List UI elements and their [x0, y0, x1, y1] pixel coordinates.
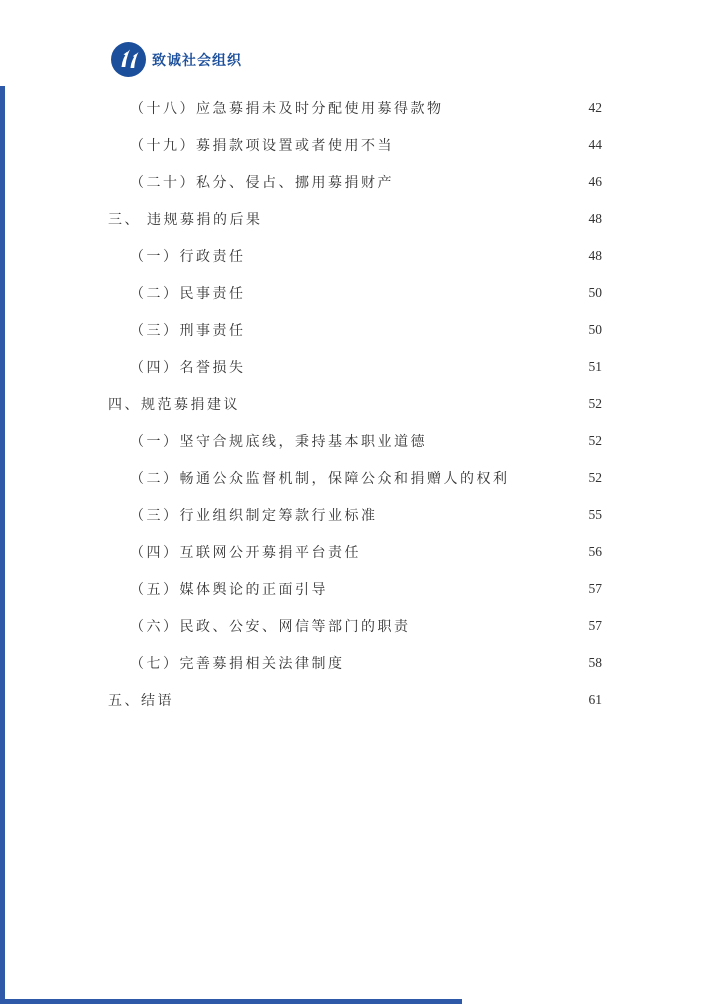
- toc-row: [0, 570, 710, 607]
- toc-entry-label: （二）民事责任: [130, 286, 246, 302]
- toc-entry-page-number: 46: [588, 173, 602, 189]
- toc-row: [0, 126, 710, 163]
- toc-entry-label: 五、结语: [108, 693, 174, 709]
- toc-entry-label: （三）刑事责任: [130, 323, 246, 339]
- logo: [110, 41, 242, 78]
- toc-entry-page-number: 57: [588, 617, 602, 633]
- toc-entry-label: （三）行业组织制定筹款行业标准: [130, 508, 378, 524]
- toc-entry-label: （二十）私分、侵占、挪用募捐财产: [130, 175, 394, 191]
- toc-entry-page-number: 48: [588, 210, 602, 226]
- toc-row: [0, 311, 710, 348]
- zhicheng-logo-icon: [110, 41, 147, 78]
- toc-entry-page-number: 61: [588, 691, 602, 707]
- toc-entry-page-number: 44: [588, 136, 602, 152]
- toc-row: [0, 496, 710, 533]
- toc-row: [0, 533, 710, 570]
- toc-entry-label: （六）民政、公安、网信等部门的职责: [130, 619, 411, 635]
- toc-entry-page-number: 58: [588, 654, 602, 670]
- toc-entry-page-number: 51: [588, 358, 602, 374]
- toc-entry-label: （四）互联网公开募捐平台责任: [130, 545, 361, 561]
- toc-row: [0, 644, 710, 681]
- toc-entry-page-number: 52: [588, 432, 602, 448]
- toc-row: [0, 200, 710, 237]
- toc-row: [0, 385, 710, 422]
- toc-entry-page-number: 55: [588, 506, 602, 522]
- toc-entry-page-number: 52: [588, 469, 602, 485]
- toc-row: [0, 89, 710, 126]
- toc-entry-page-number: 50: [588, 284, 602, 300]
- toc-entry-label: （一）行政责任: [130, 249, 246, 265]
- logo-brand-text: 致诚社会组织: [152, 51, 242, 68]
- table-of-contents: [0, 89, 710, 718]
- toc-entry-page-number: 52: [588, 395, 602, 411]
- toc-entry-label: （一）坚守合规底线，秉持基本职业道德: [130, 434, 427, 450]
- toc-entry-page-number: 48: [588, 247, 602, 263]
- toc-entry-label: （十九）募捐款项设置或者使用不当: [130, 138, 394, 154]
- bottom-margin-rule: [0, 999, 462, 1004]
- toc-row: [0, 681, 710, 718]
- toc-row: [0, 237, 710, 274]
- toc-row: [0, 459, 710, 496]
- toc-entry-page-number: 56: [588, 543, 602, 559]
- toc-row: [0, 274, 710, 311]
- toc-entry-label: （四）名誉损失: [130, 360, 246, 376]
- toc-row: [0, 348, 710, 385]
- toc-row: [0, 607, 710, 644]
- toc-entry-label: 三、 违规募捐的后果: [108, 212, 263, 228]
- toc-entry-label: （十八）应急募捐未及时分配使用募得款物: [130, 101, 444, 117]
- toc-entry-label: 四、规范募捐建议: [108, 397, 240, 413]
- toc-entry-label: （二）畅通公众监督机制，保障公众和捐赠人的权利: [130, 471, 510, 487]
- toc-row: [0, 163, 710, 200]
- toc-entry-page-number: 42: [588, 99, 602, 115]
- toc-entry-page-number: 50: [588, 321, 602, 337]
- toc-entry-label: （七）完善募捐相关法律制度: [130, 656, 345, 672]
- toc-entry-label: （五）媒体舆论的正面引导: [130, 582, 328, 598]
- toc-row: [0, 422, 710, 459]
- toc-entry-page-number: 57: [588, 580, 602, 596]
